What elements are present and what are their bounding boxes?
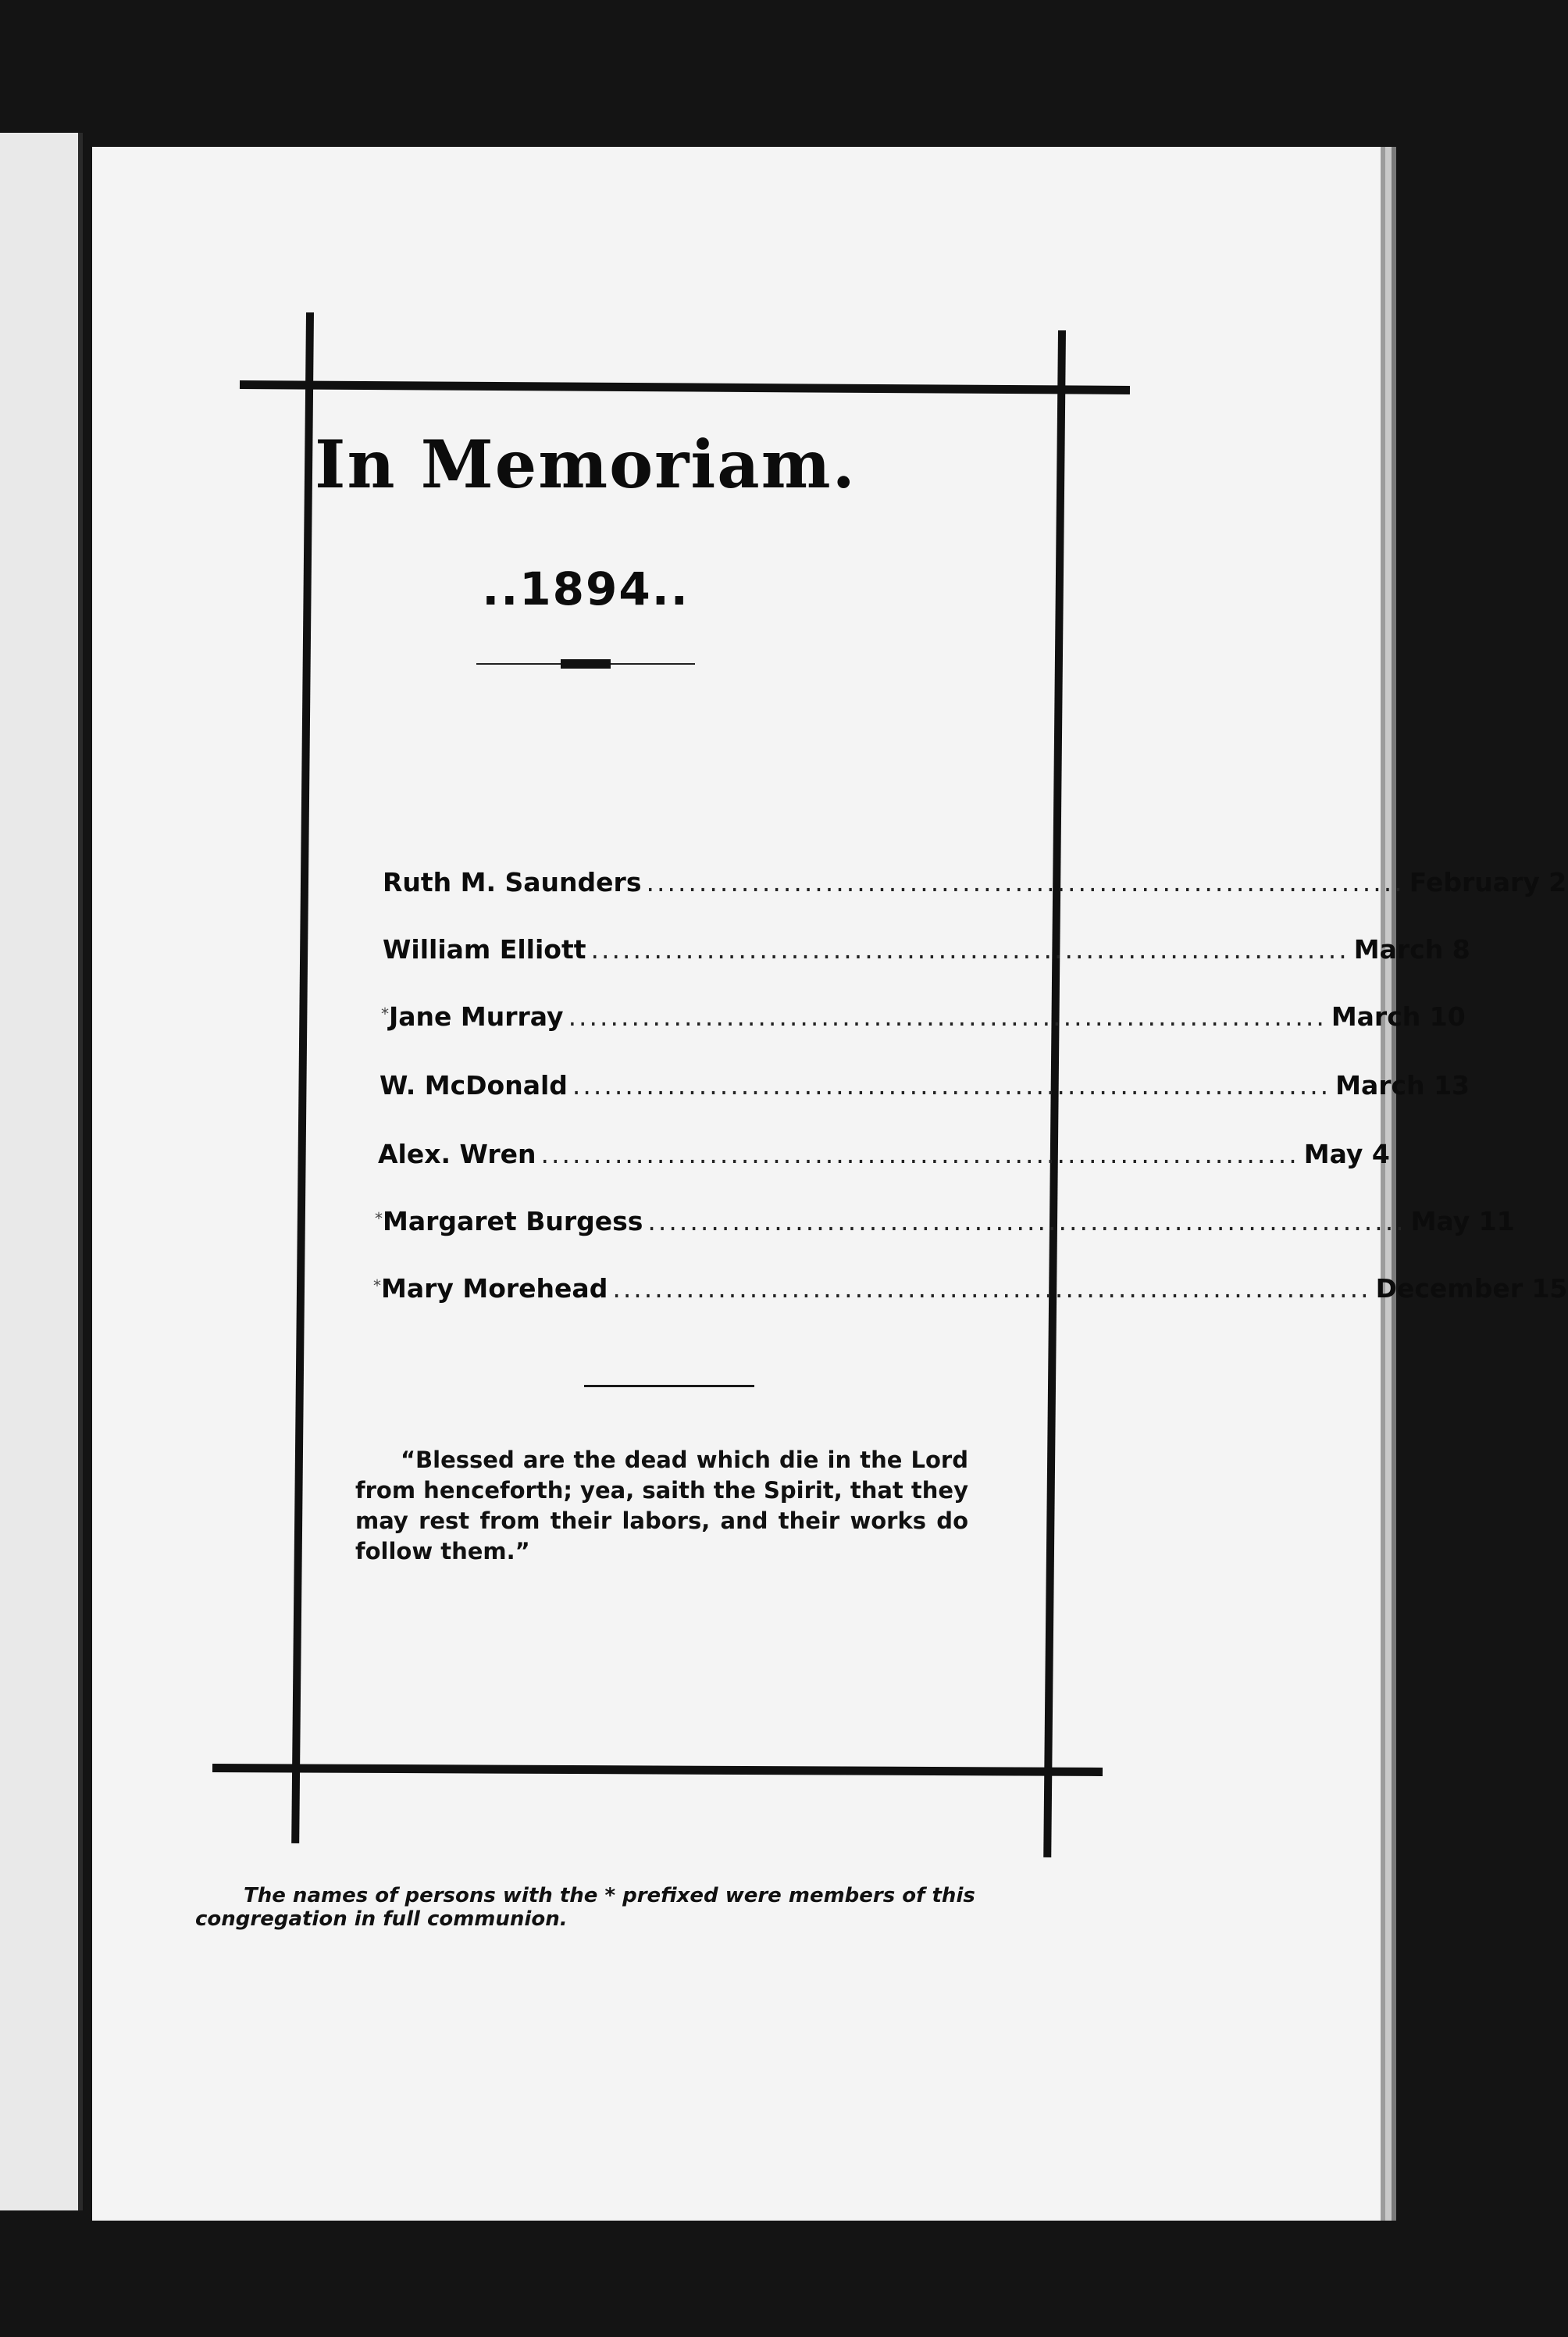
leader-dots: ........................................................................: [568, 1001, 1327, 1032]
leader-dots: ........................................................................: [646, 867, 1405, 897]
page-title: In Memoriam.: [315, 426, 857, 503]
deceased-name: Alex. Wren: [378, 1139, 536, 1169]
deceased-name: Margaret Burgess: [383, 1206, 643, 1236]
death-date: March 8: [1353, 934, 1470, 965]
member-marker: *: [381, 1004, 389, 1023]
scripture-quote: “Blessed are the dead which die in the Lord from henceforth; yea, saith the Spirit, that they may rest from their labors, and their works do follow them.”: [355, 1447, 968, 1565]
leader-dots: ........................................................................: [572, 1070, 1331, 1101]
list-item: [378, 1139, 1390, 1169]
deceased-name: William Elliott: [383, 934, 586, 965]
death-date: February 2: [1409, 867, 1567, 897]
leader-dots: ........................................................................: [590, 934, 1349, 965]
death-date: December 15: [1375, 1273, 1568, 1304]
list-item: [375, 1206, 1515, 1236]
leader-dots: ........................................................................: [540, 1139, 1299, 1169]
list-item: [373, 1273, 1568, 1304]
section-divider: [584, 1385, 754, 1387]
deceased-name: Mary Morehead: [381, 1273, 608, 1304]
member-marker: *: [373, 1276, 381, 1295]
leader-dots: ........................................................................: [647, 1206, 1406, 1236]
memorial-year: ..1894..: [482, 562, 690, 615]
memorial-list: [289, 867, 1568, 1351]
member-marker: *: [375, 1209, 383, 1228]
ornamental-divider: [476, 656, 695, 672]
leader-dots: ........................................................................: [612, 1273, 1371, 1304]
footnote: The names of persons with the * prefixed were members of this congregation in full communion.: [195, 1884, 975, 1931]
deceased-name: W. McDonald: [380, 1070, 568, 1101]
list-item: [380, 1070, 1470, 1101]
list-item: [383, 934, 1470, 965]
list-item: [381, 1001, 1466, 1032]
facing-page-edge: [0, 133, 83, 2210]
deceased-name: Ruth M. Saunders: [383, 867, 642, 897]
death-date: May 4: [1303, 1139, 1390, 1169]
list-item: [383, 867, 1567, 897]
death-date: March 13: [1335, 1070, 1470, 1101]
deceased-name: Jane Murray: [389, 1001, 564, 1032]
death-date: March 10: [1331, 1001, 1466, 1032]
death-date: May 11: [1410, 1206, 1515, 1236]
